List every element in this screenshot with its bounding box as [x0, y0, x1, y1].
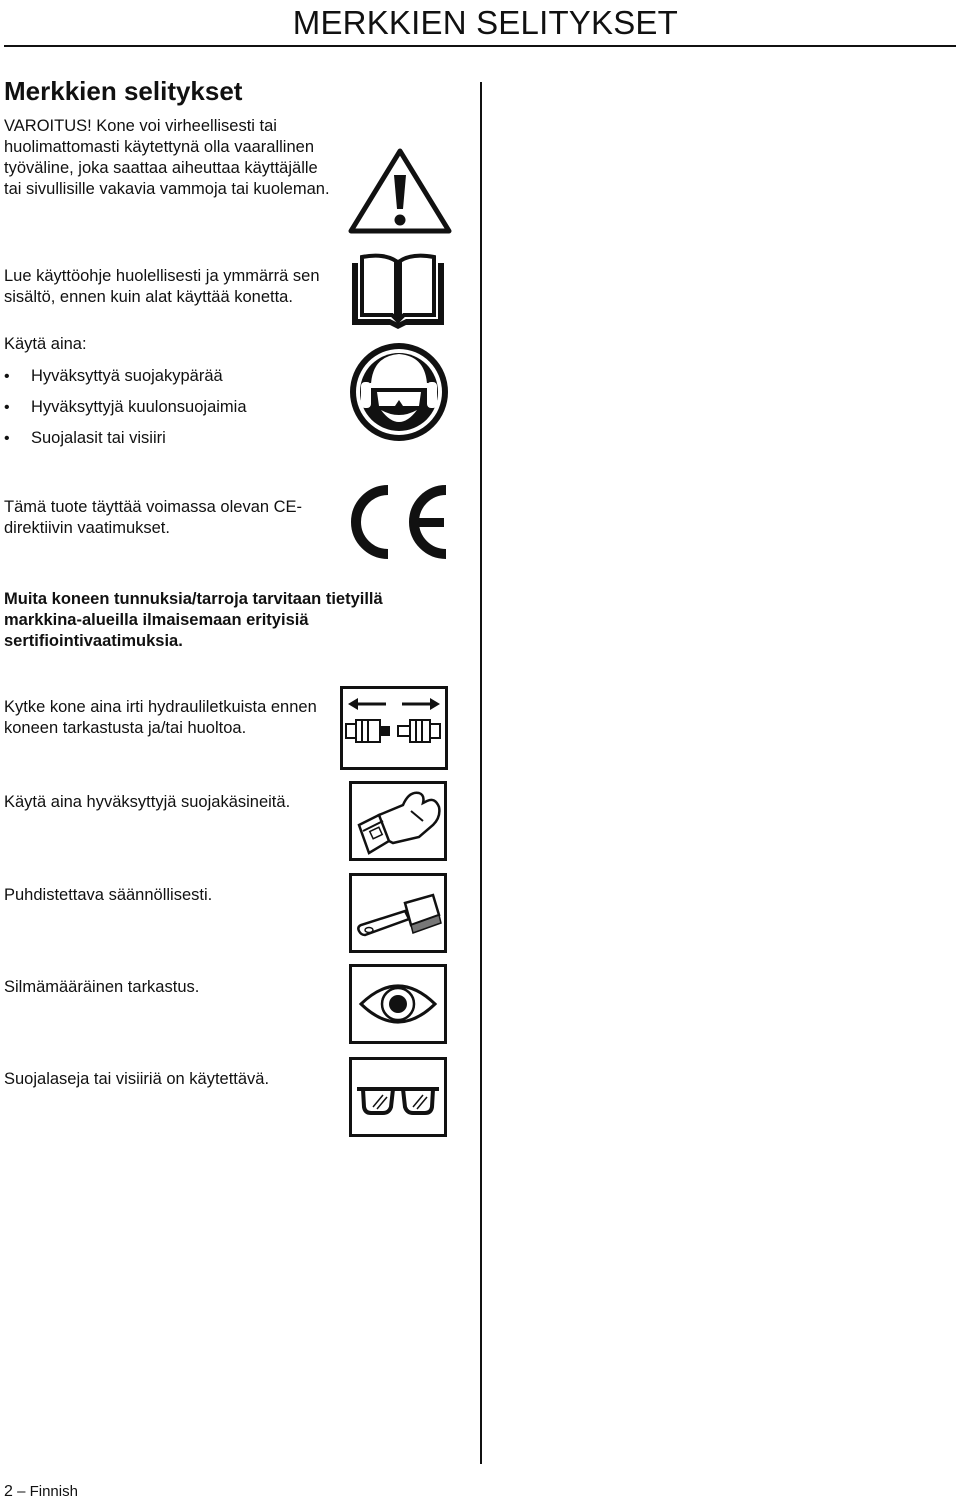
open-book-icon [348, 253, 448, 329]
inspect-text: Silmämääräinen tarkastus. [4, 978, 200, 996]
ce-text: Tämä tuote täyttää voimassa olevan CE-direktiivin vaatimukset. [4, 498, 303, 537]
brush-icon [349, 873, 447, 953]
footer-separator: – [17, 1483, 26, 1500]
warning-text: VAROITUS! Kone voi virheellisesti tai huolimattomasti käytettynä olla vaarallinen työväline, joka saattaa aiheuttaa käyttäjälle tai sivullisille vakavia vammoja tai kuoleman. [4, 117, 330, 198]
warning-triangle-icon [347, 147, 453, 235]
protective-gear-icon [347, 340, 451, 444]
eye-icon [349, 964, 447, 1044]
page-number: 2 [4, 1483, 13, 1500]
page-footer [4, 1483, 78, 1501]
glove-icon [349, 781, 447, 861]
hydraulic-couplings-icon [340, 686, 448, 770]
disconnect-text: Kytke kone aina irti hydrauliletkuista ennen koneen tarkastusta ja/tai huoltoa. [4, 698, 317, 737]
header-rule [4, 45, 956, 47]
other-marks-text: Muita koneen tunnuksia/tarroja tarvitaan tietyillä markkina-alueilla ilmaisemaan erityisiä sertifiointivaatimuksia. [4, 590, 383, 650]
goggles-icon [349, 1057, 447, 1137]
ppe-bullet-helmet: • Hyväksyttyä suojakypärää [4, 367, 223, 385]
section-title: Merkkien selitykset [4, 76, 243, 106]
ppe-bullet-hearing: • Hyväksyttyjä kuulonsuojaimia [4, 398, 247, 416]
ce-mark-icon [348, 482, 452, 562]
column-divider [480, 82, 482, 1464]
goggles-text: Suojalaseja tai visiiriä on käytettävä. [4, 1070, 270, 1088]
ppe-bullet-eyes: • Suojalasit tai visiiri [4, 429, 166, 447]
page-header: MERKKIEN SELITYKSET [292, 4, 678, 41]
gloves-text: Käytä aina hyväksyttyjä suojakäsineitä. [4, 793, 291, 811]
footer-language: Finnish [29, 1483, 78, 1500]
manual-text: Lue käyttöohje huolellisesti ja ymmärrä sen sisältö, ennen kuin alat käyttää konetta. [4, 267, 320, 306]
ppe-text: Käytä aina: [4, 335, 87, 353]
clean-text: Puhdistettava säännöllisesti. [4, 886, 213, 904]
